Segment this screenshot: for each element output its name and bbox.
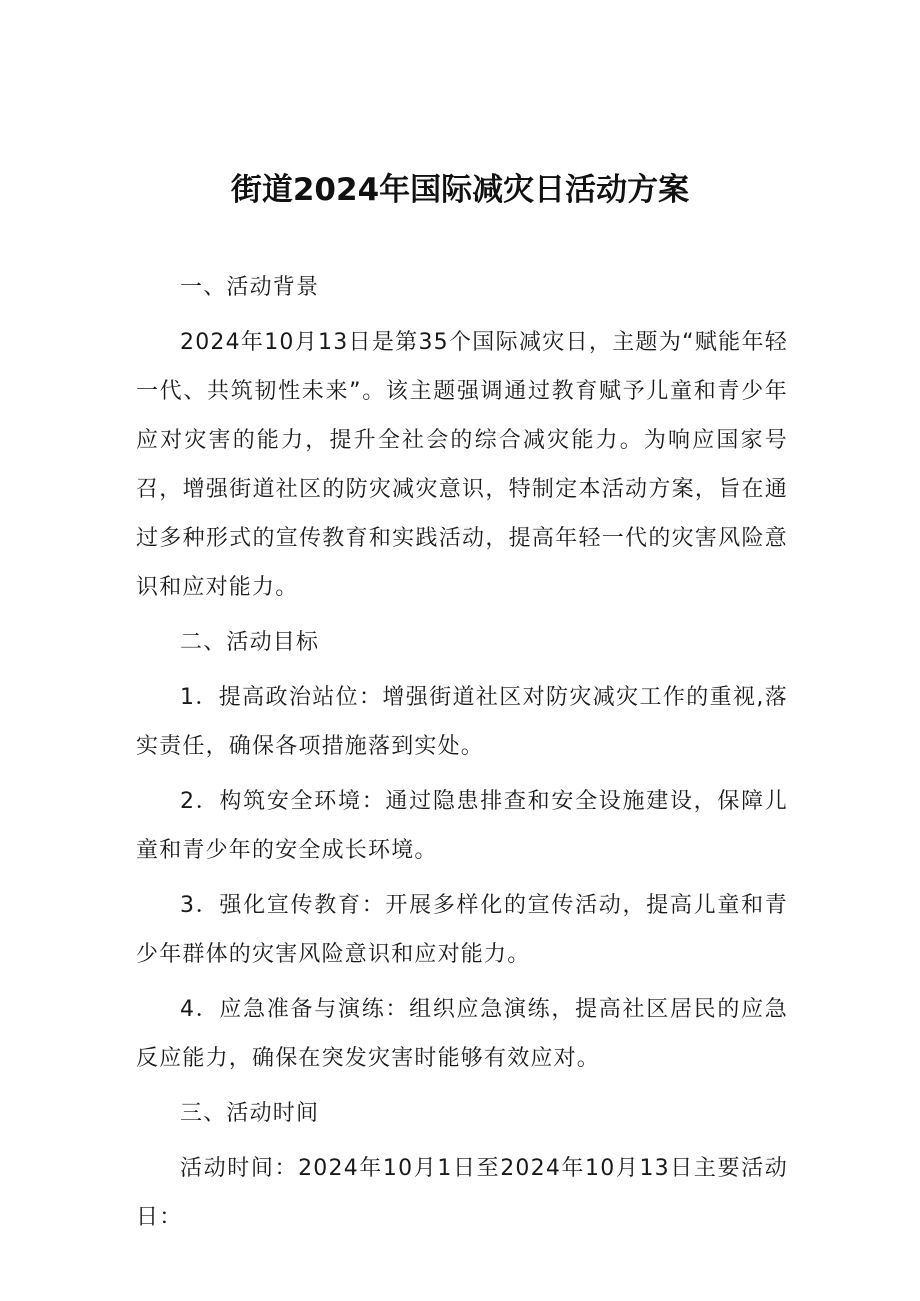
section-heading: 二、活动目标 bbox=[180, 630, 320, 655]
paragraph: 活动时间：2024年10月1日至2024年10月13日主要活动日： bbox=[136, 1156, 788, 1230]
goal-item-2: 2．构筑安全环境：通过隐患排查和安全设施建设，保障儿童和青少年的安全成长环境。 bbox=[136, 789, 788, 863]
document-title: 街道2024年国际减灾日活动方案 bbox=[230, 172, 690, 208]
section-heading: 三、活动时间 bbox=[180, 1101, 320, 1126]
goal-item-1: 1．提高政治站位：增强街道社区对防灾减灾工作的重视,落实责任，确保各项措施落到实处。 bbox=[136, 685, 788, 759]
section-background bbox=[136, 263, 788, 612]
document-body bbox=[136, 263, 788, 1248]
section-goals bbox=[136, 618, 788, 1083]
section-heading: 一、活动背景 bbox=[180, 275, 320, 300]
paragraph: 2024年10月13日是第35个国际减灾日，主题为“赋能年轻一代、共筑韧性未来”。该主题强调通过教育赋予儿童和青少年应对灾害的能力，提升全社会的综合减灾能力。为响应国家号召，增强街道社区的防灾减灾意识，特制定本活动方案，旨在通过多种形式的宣传教育和实践活动，提高年轻一代的灾害风险意识和应对能力。 bbox=[136, 330, 788, 600]
goal-item-3: 3．强化宣传教育：开展多样化的宣传活动，提高儿童和青少年群体的灾害风险意识和应对能力。 bbox=[136, 893, 788, 967]
section-time bbox=[136, 1089, 788, 1242]
goal-item-4: 4．应急准备与演练：组织应急演练，提高社区居民的应急反应能力，确保在突发灾害时能够有效应对。 bbox=[136, 997, 788, 1071]
